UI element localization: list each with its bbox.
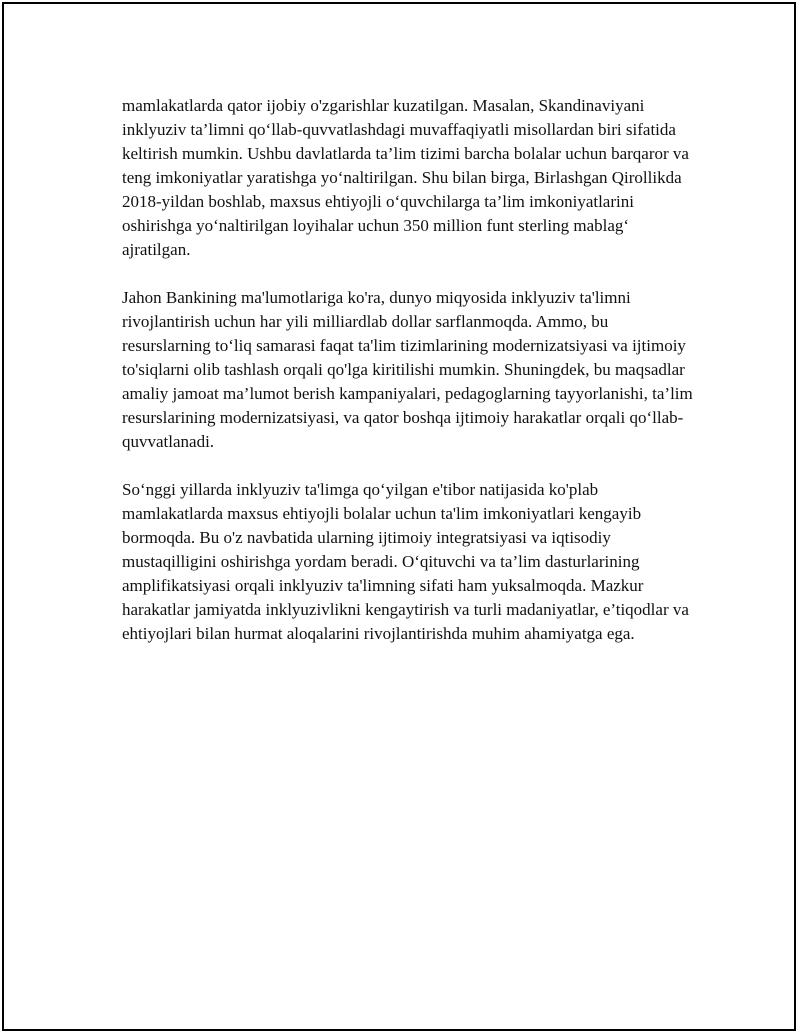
document-page	[2, 2, 796, 1031]
paragraph-1: mamlakatlarda qator ijobiy o'zgarishlar kuzatilgan. Masalan, Skandinaviyani inklyuziv ta’limni qo‘llab-quvvatlashdagi muvaffaqiyatli misollardan biri sifatida keltirish mumkin. Ushbu davlatlarda ta’lim tizimi barcha bolalar uchun barqaror va teng imkoniyatlar yaratishga yo‘naltirilgan. Shu bilan birga, Birlashgan Qirollikda 2018-yildan boshlab, maxsus ehtiyojli o‘quvchilarga ta’lim imkoniyatlarini oshirishga yo‘naltirilgan loyihalar uchun 350 million funt sterling mablag‘ ajratilgan.	[122, 96, 689, 259]
paragraph-2: Jahon Bankining ma'lumotlariga ko'ra, dunyo miqyosida inklyuziv ta'limni rivojlantirish uchun har yili milliardlab dollar sarflanmoqda. Ammo, bu resurslarning to‘liq samarasi faqat ta'lim tizimlarining modernizatsiyasi va ijtimoiy to'siqlarni olib tashlash orqali qo'lga kiritilishi mumkin. Shuningdek, bu maqsadlar amaliy jamoat ma’lumot berish kampaniyalari, pedagoglarning tayyorlanishi, ta’lim resurslarining modernizatsiyasi, va qator boshqa ijtimoiy harakatlar orqali qo‘llab-quvvatlanadi.	[122, 288, 693, 451]
paragraph-3: So‘nggi yillarda inklyuziv ta'limga qo‘yilgan e'tibor natijasida ko'plab mamlakatlarda maxsus ehtiyojli bolalar uchun ta'lim imkoniyatlari kengayib bormoqda. Bu o'z navbatida ularning ijtimoiy integratsiyasi va iqtisodiy mustaqilligini oshirishga yordam beradi. O‘qituvchi va ta’lim dasturlarining amplifikatsiyasi orqali inklyuziv ta'limning sifati ham yuksalmoqda. Mazkur harakatlar jamiyatda inklyuzivlikni kengaytirish va turli madaniyatlar, e’tiqodlar va ehtiyojlari bilan hurmat aloqalarini rivojlantirishda muhim ahamiyatga ega.	[122, 480, 689, 643]
document-body	[122, 94, 694, 670]
